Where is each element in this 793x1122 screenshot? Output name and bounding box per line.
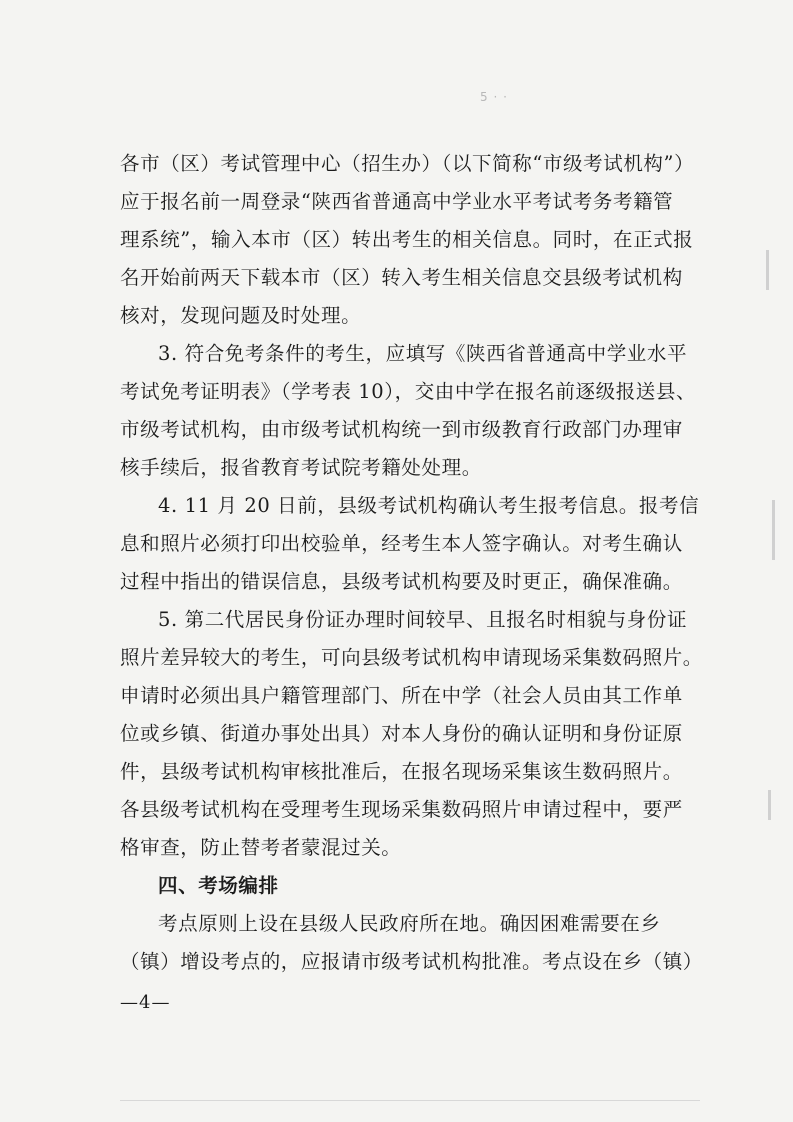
page-number: —4— [120,992,171,1013]
text-line: 应于报名前一周登录“陕西省普通高中学业水平考试考务考籍管 [120,190,674,213]
text-line: 位或乡镇、街道办事处出具）对本人身份的确认证明和身份证原 [120,722,683,745]
text-line: 核对，发现问题及时处理。 [120,304,362,327]
section-heading: 四、考场编排 [158,874,279,897]
text-line: 名开始前两天下载本市（区）转入考生相关信息交县级考试机构 [120,266,683,289]
text-line: 各市（区）考试管理中心（招生办）（以下简称“市级考试机构”） [120,152,695,175]
text-line: 照片差异较大的考生，可向县级考试机构申请现场采集数码照片。 [120,646,703,669]
text-line: 3. 符合免考条件的考生，应填写《陕西省普通高中学业水平 [158,342,688,365]
text-line: （镇）增设考点的，应报请市级考试机构批准。考点设在乡（镇） [120,950,703,973]
footer-rule [120,1100,700,1101]
text-line: 格审查，防止替考者蒙混过关。 [120,836,402,859]
text-line: 考试免考证明表》（学考表 10），交由中学在报名前逐级报送县、 [120,380,697,403]
text-line: 过程中指出的错误信息，县级考试机构要及时更正，确保准确。 [120,570,683,593]
text-line: 市级考试机构，由市级考试机构统一到市级教育行政部门办理审 [120,418,683,441]
text-line: 各县级考试机构在受理考生现场采集数码照片申请过程中，要严 [120,798,683,821]
text-line: 件，县级考试机构审核批准后，在报名现场采集该生数码照片。 [120,760,683,783]
text-line: 5. 第二代居民身份证办理时间较早、且报名时相貌与身份证 [158,608,688,631]
scan-edge-mark [768,790,771,820]
text-line: 申请时必须出具户籍管理部门、所在中学（社会人员由其工作单 [120,684,683,707]
scan-edge-mark [766,250,769,290]
text-line: 考点原则上设在县级人民政府所在地。确因困难需要在乡 [158,912,661,935]
text-line: 息和照片必须打印出校验单，经考生本人签字确认。对考生确认 [120,532,683,555]
text-line: 4. 11 月 20 日前，县级考试机构确认考生报考信息。报考信 [158,494,700,517]
scan-edge-mark [772,500,775,560]
text-line: 核手续后，报省教育考试院考籍处处理。 [120,456,482,479]
faint-header-mark: 5 · · [480,90,508,104]
text-line: 理系统”，输入本市（区）转出考生的相关信息。同时，在正式报 [120,228,694,251]
